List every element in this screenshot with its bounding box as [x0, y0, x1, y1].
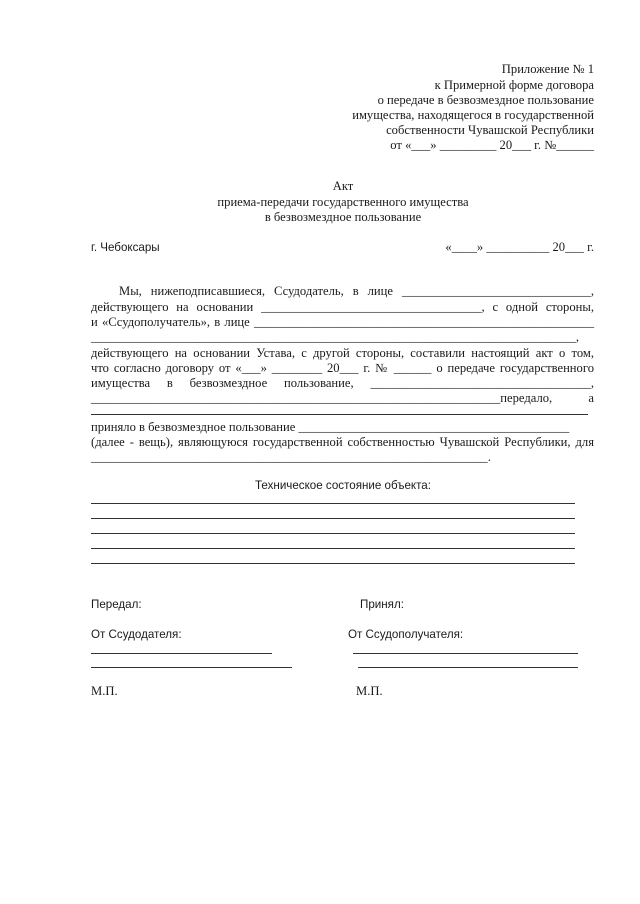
- appendix-line-3: о передаче в безвозмездное пользование: [377, 93, 594, 107]
- lender-signature-line-2: [91, 667, 292, 668]
- tech-line-1: [91, 503, 575, 504]
- borrower-signature-line-1: [353, 653, 578, 654]
- body-line-11: (далее - вещь), являющуюся государственной собственностью Чувашской Республики, для: [91, 435, 594, 449]
- from-lender-label: От Ссудодателя:: [91, 628, 182, 641]
- appendix-line-5: собственности Чувашской Республики: [386, 123, 594, 137]
- tech-line-5: [91, 563, 575, 564]
- act-date: «____» __________ 20___ г.: [445, 240, 594, 254]
- body-line-7: имущества в безвозмездное пользование, ___________________________________,: [91, 376, 594, 390]
- appendix-line-2: к Примерной форме договора: [434, 78, 594, 92]
- tech-line-3: [91, 533, 575, 534]
- body-line-12: _______________________________________________________________.: [91, 450, 491, 464]
- body-line-4: _____________________________________________________________________________,: [91, 330, 580, 344]
- accepted-label: Принял:: [360, 598, 404, 611]
- tech-line-4: [91, 548, 575, 549]
- act-title: Акт: [332, 179, 354, 193]
- act-subtitle-2: в безвозмездное пользование: [264, 210, 422, 224]
- appendix-line-1: Приложение № 1: [501, 62, 594, 76]
- tech-line-2: [91, 518, 575, 519]
- city-label: г. Чебоксары: [91, 241, 160, 254]
- stamp-right: М.П.: [356, 684, 383, 698]
- body-line-10: приняло в безвозмездное пользование ___________________________________________: [91, 420, 570, 434]
- body-line-5: действующего на основании Устава, с другой стороны, составили настоящий акт о том,: [91, 346, 594, 360]
- borrower-signature-line-2: [358, 667, 578, 668]
- transferred-label: Передал:: [91, 598, 142, 611]
- appendix-line-6: от «___» _________ 20___ г. №______: [390, 138, 594, 152]
- body-line-8: _________________________________________________________________передало, а: [91, 391, 594, 405]
- body-line-3: и «Ссудополучатель», в лице ______________________________________________________: [91, 315, 594, 329]
- act-subtitle-1: приема-передачи государственного имущества: [217, 195, 469, 209]
- tech-heading: Техническое состояние объекта:: [255, 479, 431, 492]
- body-blank-line: [91, 414, 588, 415]
- body-line-2: действующего на основании ___________________________________, с одной стороны,: [91, 300, 594, 314]
- body-line-1: Мы, нижеподписавшиеся, Ссудодатель, в лице ______________________________,: [119, 284, 594, 298]
- body-line-6: что согласно договору от «___» ________ 20___ г. № ______ о передаче государственного: [91, 361, 594, 375]
- stamp-left: М.П.: [91, 684, 118, 698]
- appendix-line-4: имущества, находящегося в государственной: [352, 108, 594, 122]
- lender-signature-line-1: [91, 653, 272, 654]
- from-borrower-label: От Ссудополучателя:: [348, 628, 464, 641]
